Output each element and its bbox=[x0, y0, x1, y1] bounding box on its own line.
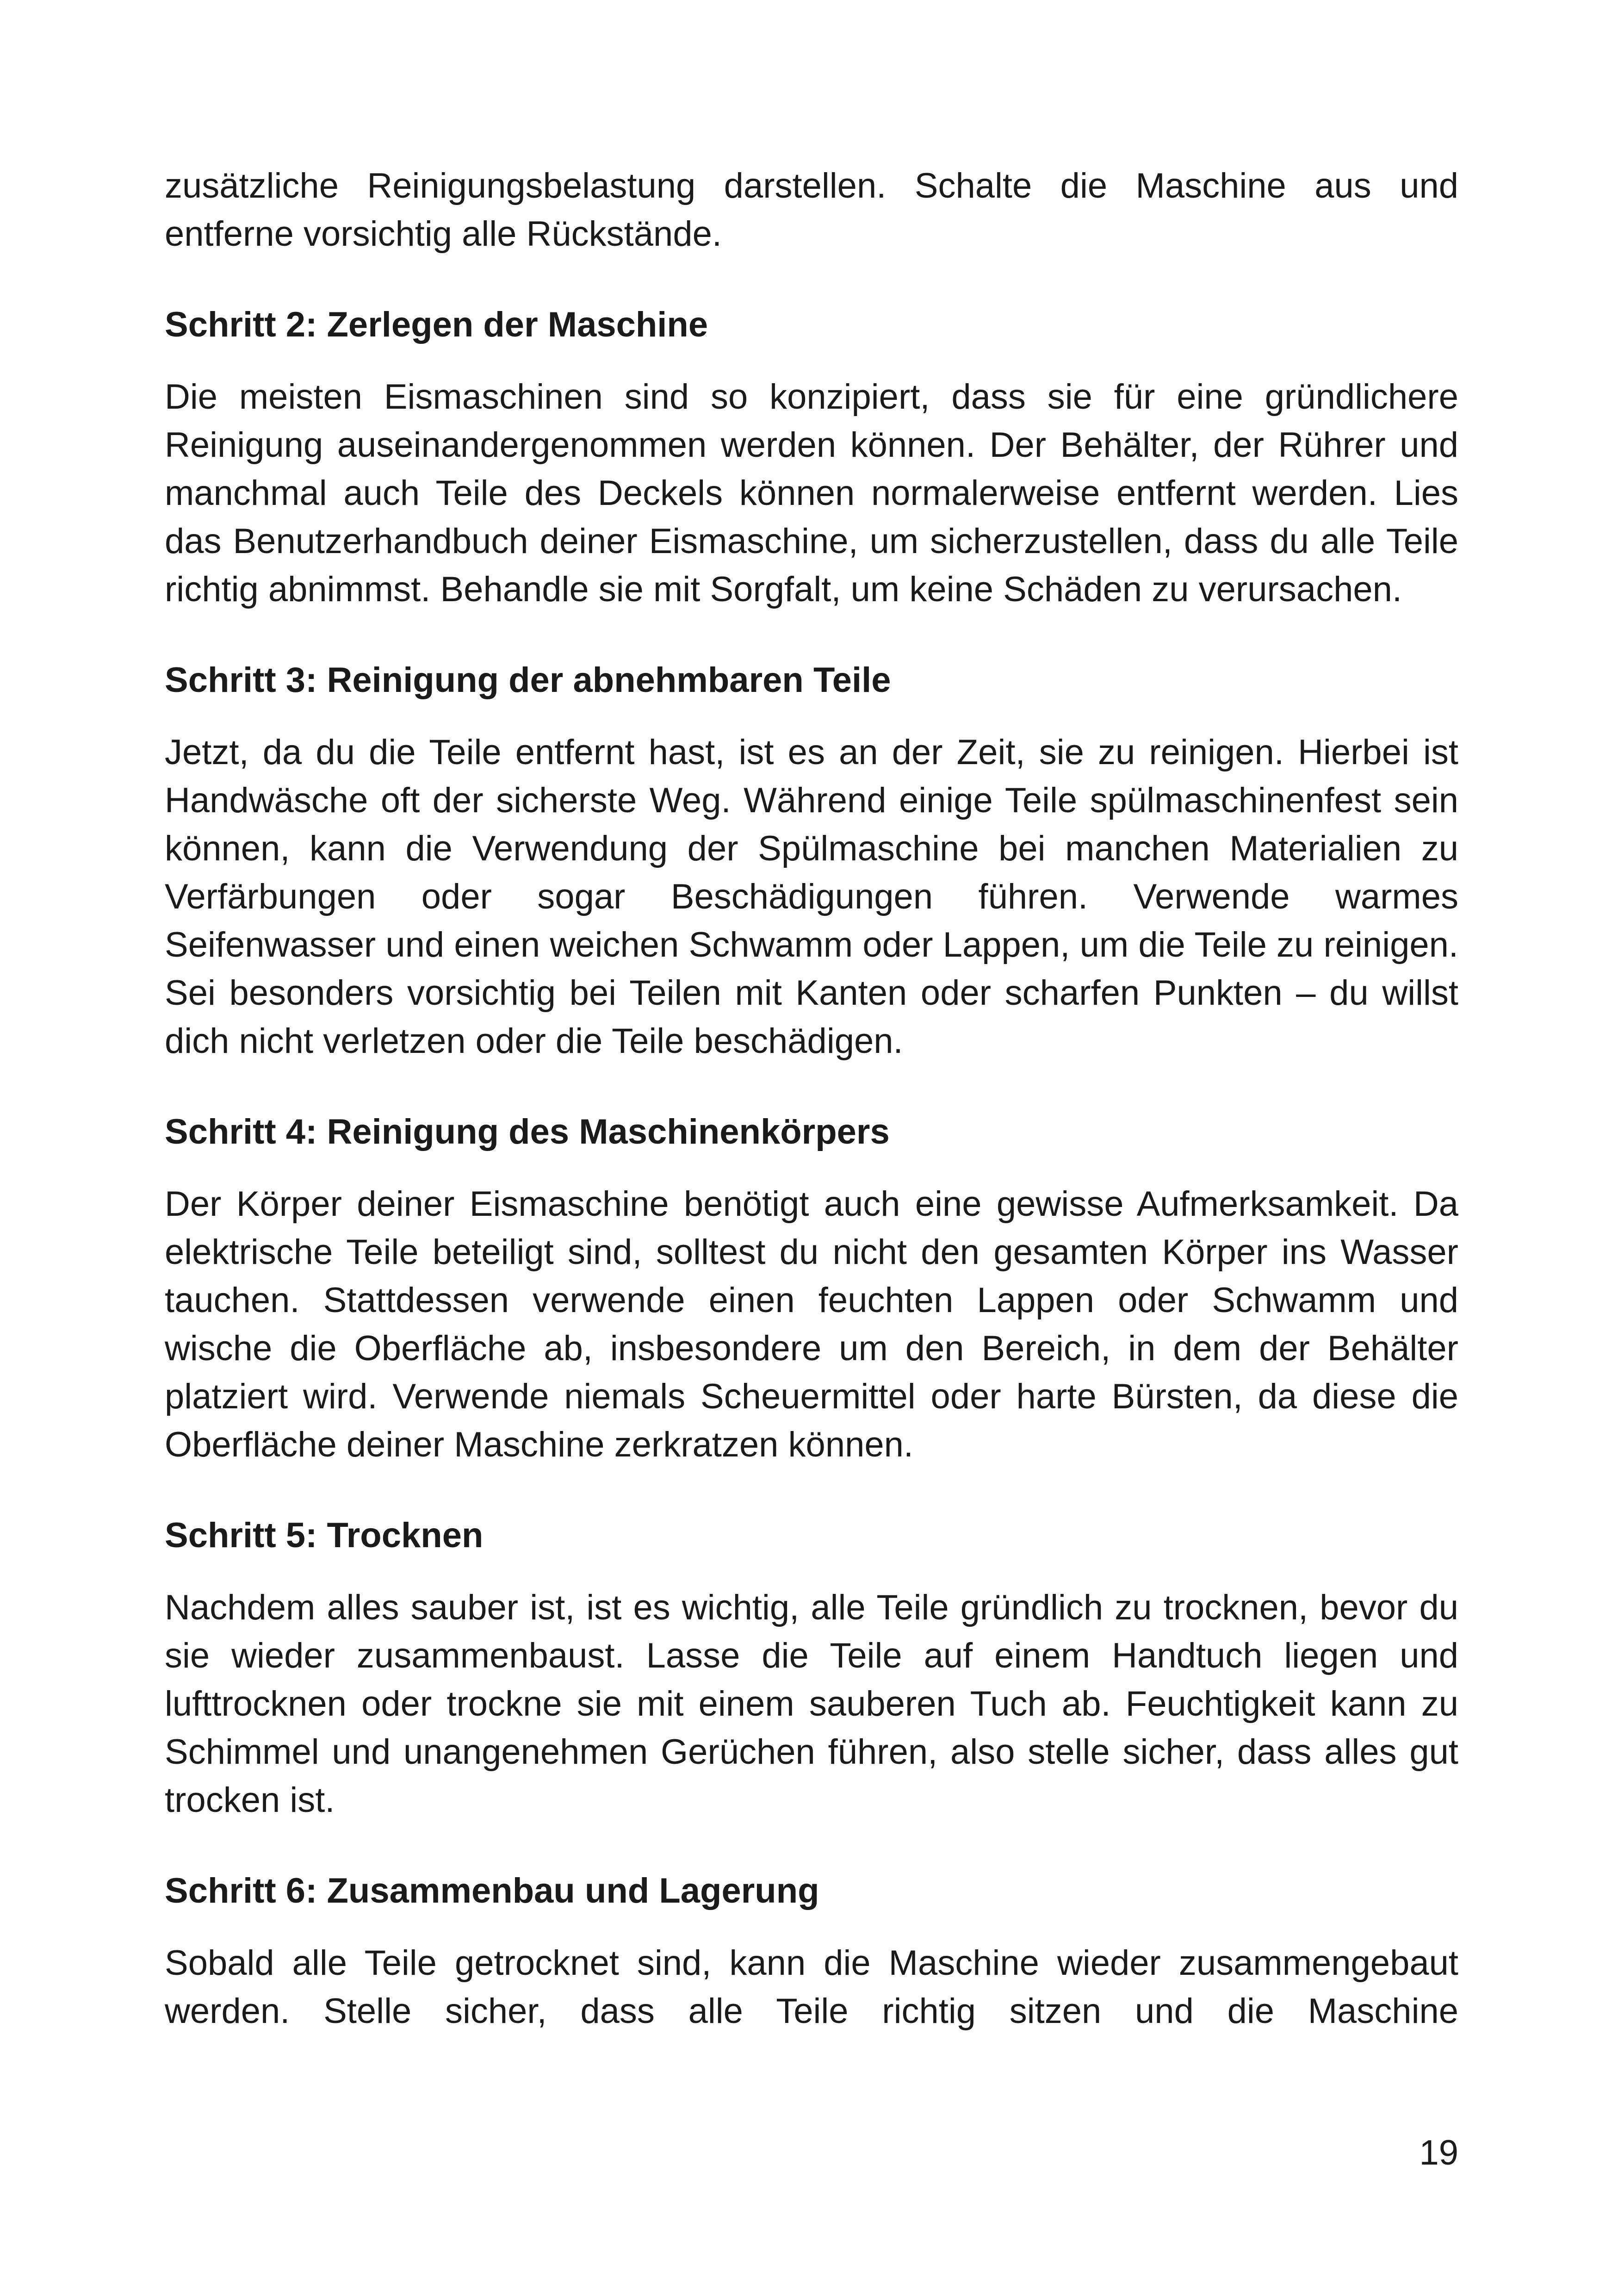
section-paragraph-step-5: Nachdem alles sauber ist, ist es wichtig, alle Teile gründlich zu trocknen, bevor du sie wieder zusammenbaust. Lasse die Teile auf einem Handtuch liegen und lufttrocknen oder trockne sie mit einem sauberen Tuch ab. Feuchtigkeit kann zu Schimmel und unangenehmen Gerüchen führen, also stelle sicher, dass alles gut trocken ist. bbox=[165, 1588, 1458, 1820]
section-heading-step-2: Schritt 2: Zerlegen der Maschine bbox=[165, 305, 708, 344]
section-paragraph-step-4: Der Körper deiner Eismaschine benötigt auch eine gewisse Aufmerksamkeit. Da elektrische Teile beteiligt sind, solltest du nicht den gesamten Körper ins Wasser tauchen. Stattdessen verwende einen feuchten Lappen oder Schwamm und wische die Oberfläche ab, insbesondere um den Bereich, in dem der Behälter platziert wird. Verwende niemals Scheuermittel oder harte Bürsten, da diese die Oberfläche deiner Maschine zerkratzen können. bbox=[165, 1184, 1458, 1464]
page-content bbox=[165, 162, 1458, 2035]
intro-paragraph: zusätzliche Reinigungsbelastung darstellen. Schalte die Maschine aus und entferne vorsichtig alle Rückstände. bbox=[165, 166, 1458, 254]
section-paragraph-step-6: Sobald alle Teile getrocknet sind, kann die Maschine wieder zusammengebaut werden. Stelle sicher, dass alle Teile richtig sitzen und die Maschine bbox=[165, 1943, 1458, 2031]
section-heading-step-6: Schritt 6: Zusammenbau und Lagerung bbox=[165, 1871, 819, 1910]
section-heading-step-5: Schritt 5: Trocknen bbox=[165, 1516, 484, 1555]
page-number: 19 bbox=[1419, 2133, 1458, 2172]
section-heading-step-4: Schritt 4: Reinigung des Maschinenkörpers bbox=[165, 1112, 890, 1151]
section-heading-step-3: Schritt 3: Reinigung der abnehmbaren Teile bbox=[165, 660, 891, 700]
section-paragraph-step-2: Die meisten Eismaschinen sind so konzipiert, dass sie für eine gründlichere Reinigung auseinandergenommen werden können. Der Behälter, der Rührer und manchmal auch Teile des Deckels können normalerweise entfernt werden. Lies das Benutzerhandbuch deiner Eismaschine, um sicherzustellen, dass du alle Teile richtig abnimmst. Behandle sie mit Sorgfalt, um keine Schäden zu verursachen. bbox=[165, 377, 1458, 609]
section-paragraph-step-3: Jetzt, da du die Teile entfernt hast, ist es an der Zeit, sie zu reinigen. Hierbei ist Handwäsche oft der sicherste Weg. Während einige Teile spülmaschinenfest sein können, kann die Verwendung der Spülmaschine bei manchen Materialien zu Verfärbungen oder sogar Beschädigungen führen. Verwende warmes Seifenwasser und einen weichen Schwamm oder Lappen, um die Teile zu reinigen. Sei besonders vorsichtig bei Teilen mit Kanten oder scharfen Punkten – du willst dich nicht verletzen oder die Teile beschädigen. bbox=[165, 733, 1458, 1061]
